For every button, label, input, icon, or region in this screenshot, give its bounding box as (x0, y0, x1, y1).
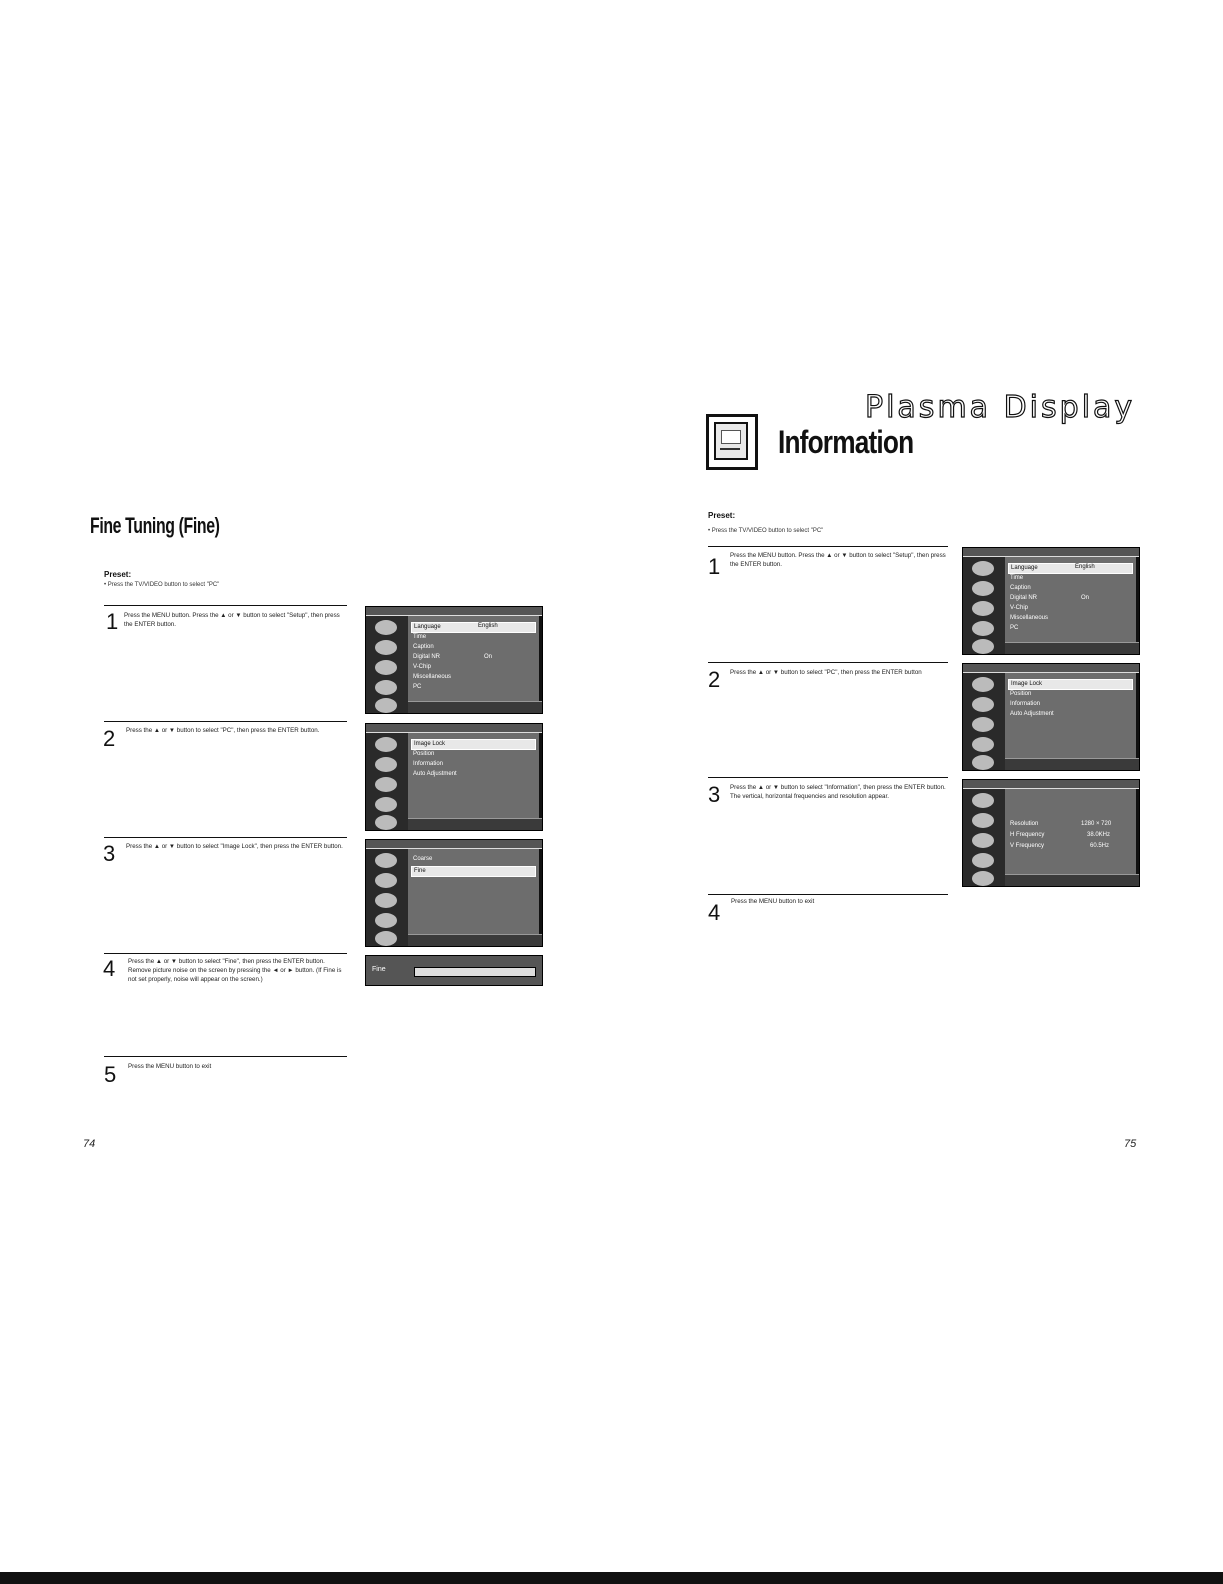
fine-slider (414, 967, 536, 977)
step-divider (708, 777, 948, 778)
sound-icon (972, 813, 994, 828)
osd-screenshot-setup-right (962, 547, 1140, 655)
step-text: Press the MENU button. Press the ▲ or ▼ button to select "Setup", then press the ENTER button. (124, 612, 340, 628)
setup-icon (375, 797, 397, 812)
step-text: Press the ▲ or ▼ button to select "Fine", then press the ENTER button. Remove picture noise on the screen by pressing the ◄ or ► button. (If Fine is not set properly, noise will appear on the screen.) (128, 958, 342, 983)
page-number-left: 74 (83, 1138, 96, 1150)
osd-icon-column (963, 789, 1005, 886)
step-divider (708, 546, 948, 547)
channel-icon (972, 833, 994, 848)
osd-screenshot-setup (365, 606, 543, 714)
osd-title-bar (366, 840, 542, 849)
preset-text-left: • Press the TV/VIDEO button to select "PC" (104, 582, 220, 588)
icon-line (720, 448, 740, 450)
channel-icon (375, 777, 397, 792)
step-number: 4 (103, 956, 116, 981)
picture-icon (375, 737, 397, 752)
sound-icon (375, 757, 397, 772)
osd-title-bar (366, 607, 542, 616)
osd-icon-column (963, 673, 1005, 770)
osd-item: Caption (1010, 585, 1031, 591)
osd-item: Coarse (413, 856, 433, 862)
channel-icon (972, 717, 994, 732)
input-icon (375, 931, 397, 946)
input-icon (375, 815, 397, 830)
step-text: Press the MENU button to exit (128, 1063, 212, 1070)
step-divider (104, 837, 347, 838)
info-value: 60.5Hz (1090, 843, 1110, 849)
step-divider (104, 721, 347, 722)
info-value: 38.0KHz (1087, 832, 1111, 838)
info-label: V Frequency (1010, 843, 1045, 849)
picture-icon (972, 561, 994, 576)
osd-footer (1005, 642, 1139, 654)
osd-item: Fine (411, 866, 536, 877)
osd-icon-column (963, 557, 1005, 654)
osd-value: On (484, 654, 493, 660)
step-number: 2 (708, 667, 721, 692)
osd-item: Time (1010, 575, 1024, 581)
channel-icon (972, 601, 994, 616)
step-divider (104, 953, 347, 954)
setup-icon (972, 621, 994, 636)
step-text: Press the ▲ or ▼ button to select "Information", then press the ENTER button. The vertical, horizontal frequencies and resolution appear. (730, 784, 946, 800)
osd-item: Language (411, 622, 536, 633)
fine-label: Fine (372, 966, 386, 973)
osd-screenshot-pc (365, 723, 543, 831)
osd-footer (408, 934, 542, 946)
input-icon (375, 698, 397, 713)
osd-item: PC (413, 684, 422, 690)
page-title-left: Fine Tuning (Fine) (90, 513, 220, 538)
step-text: Press the MENU button to exit (731, 898, 815, 905)
information-icon (706, 414, 758, 470)
osd-item: Caption (413, 644, 434, 650)
step-number: 3 (708, 782, 721, 807)
osd-icon-column (366, 849, 408, 946)
osd-value: On (1081, 595, 1090, 601)
page-title-right: Information (778, 424, 914, 460)
channel-icon (375, 893, 397, 908)
bottom-border (0, 1572, 1223, 1584)
preset-text: Press the TV/VIDEO button to select "PC" (711, 528, 824, 534)
osd-item: Miscellaneous (1010, 615, 1049, 621)
input-icon (972, 639, 994, 654)
icon-screen (721, 430, 741, 444)
osd-screenshot-pc-right (962, 663, 1140, 771)
osd-item: Position (1010, 691, 1032, 697)
step-text: Press the ▲ or ▼ button to select "Image Lock", then press the ENTER button. (126, 843, 343, 850)
osd-item: Miscellaneous (413, 674, 452, 680)
preset-text-right: • Press the TV/VIDEO button to select "PC" (708, 528, 824, 534)
info-label: Resolution (1010, 821, 1039, 827)
osd-item: Language (1008, 563, 1133, 574)
setup-icon (375, 913, 397, 928)
step-text: Press the ▲ or ▼ button to select "PC", then press the ENTER button (730, 669, 922, 676)
sound-icon (972, 581, 994, 596)
osd-title-bar (963, 780, 1139, 789)
step-number: 1 (708, 554, 721, 579)
info-value: 1280 × 720 (1081, 821, 1112, 827)
osd-screenshot-image-lock (365, 839, 543, 947)
step-number: 1 (106, 609, 119, 634)
osd-item: Image Lock (1008, 679, 1133, 690)
icon-frame (714, 422, 748, 460)
step-text: Press the ▲ or ▼ button to select "PC", then press the ENTER button. (126, 727, 320, 734)
input-icon (972, 755, 994, 770)
osd-item: Image Lock (411, 739, 536, 750)
picture-icon (375, 620, 397, 635)
step-number: 4 (708, 900, 721, 925)
step-divider (104, 1056, 347, 1057)
plasma-display-banner: Plasma Display (865, 390, 1136, 425)
osd-footer (1005, 758, 1139, 770)
osd-footer (408, 701, 542, 713)
preset-text: Press the TV/VIDEO button to select "PC" (107, 582, 220, 588)
osd-value: English (478, 623, 498, 629)
step-number: 2 (103, 726, 116, 751)
sound-icon (375, 640, 397, 655)
osd-icon-column (366, 616, 408, 713)
osd-item: Auto Adjustment (1010, 711, 1054, 717)
osd-footer (408, 818, 542, 830)
osd-icon-column (366, 733, 408, 830)
osd-item: Position (413, 751, 435, 757)
osd-title-bar (963, 664, 1139, 673)
sound-icon (972, 697, 994, 712)
setup-icon (972, 853, 994, 868)
osd-item: Information (413, 761, 444, 767)
step-number: 3 (103, 841, 116, 866)
osd-fine-slider-bar (365, 955, 543, 986)
osd-footer (1005, 874, 1139, 886)
osd-item: Digital NR (1010, 595, 1038, 601)
step-text: Press the MENU button. Press the ▲ or ▼ button to select "Setup", then press the ENTER button. (730, 552, 946, 568)
step-divider (104, 605, 347, 606)
info-label: H Frequency (1010, 832, 1045, 838)
osd-title-bar (366, 724, 542, 733)
osd-item: Auto Adjustment (413, 771, 457, 777)
preset-heading-right: Preset: (708, 511, 736, 520)
step-number: 5 (104, 1062, 117, 1087)
osd-item: V-Chip (1010, 605, 1029, 611)
osd-item: PC (1010, 625, 1019, 631)
picture-icon (972, 793, 994, 808)
setup-icon (972, 737, 994, 752)
osd-item: Digital NR (413, 654, 441, 660)
input-icon (972, 871, 994, 886)
picture-icon (375, 853, 397, 868)
channel-icon (375, 660, 397, 675)
picture-icon (972, 677, 994, 692)
osd-value: English (1075, 564, 1095, 570)
sound-icon (375, 873, 397, 888)
preset-heading-left: Preset: (104, 570, 132, 579)
setup-icon (375, 680, 397, 695)
step-divider (708, 662, 948, 663)
step-divider (708, 894, 948, 895)
osd-item: V-Chip (413, 664, 432, 670)
osd-item: Information (1010, 701, 1041, 707)
page-number-right: 75 (1124, 1138, 1137, 1150)
osd-screenshot-information (962, 779, 1140, 887)
osd-title-bar (963, 548, 1139, 557)
osd-item: Time (413, 634, 427, 640)
